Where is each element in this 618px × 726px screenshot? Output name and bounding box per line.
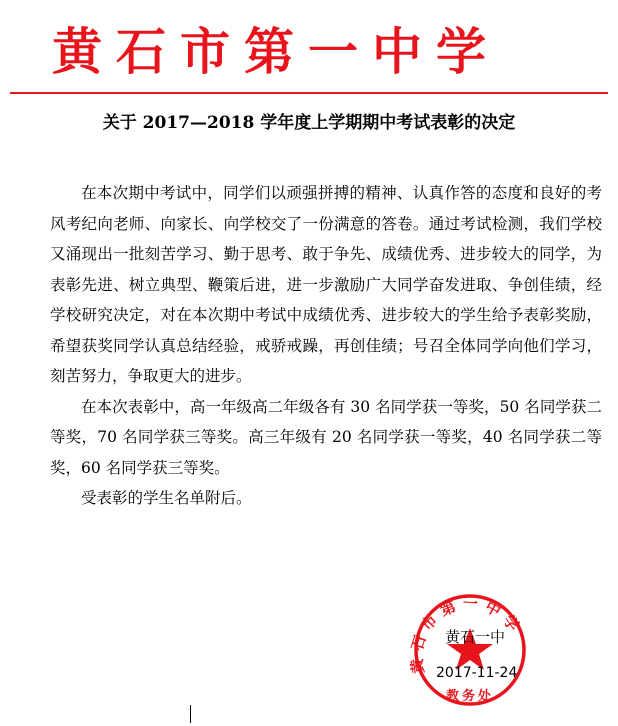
document-body xyxy=(50,178,602,514)
org-name-heading: 黄石市第一中学 xyxy=(52,22,500,81)
official-seal xyxy=(400,590,540,710)
body-paragraph: 受表彰的学生名单附后。 xyxy=(81,489,252,507)
body-paragraph: 在本次期中考试中，同学们以顽强拼搏的精神、认真作答的态度和良好的考风考纪向老师、向家长、向学校交了一份满意的答卷。通过考试检测，我们学校又涌现出一批刻苦学习、勤于思考、敢于争先、成绩优秀、进步较大的同学，为表彰先进、树立典型、鞭策后进，进一步激励广大同学奋发进取、争创佳绩，经学校研究决定，对在本次期中考试中成绩优秀、进步较大的学生给予表彰奖励，希望获奖同学认真总结经验，戒骄戒躁，再创佳绩；号召全体同学向他们学习，刻苦努力，争取更大的进步。 xyxy=(50,184,602,385)
letterhead-divider xyxy=(10,92,608,94)
seal-bottom-text: 教务处 xyxy=(445,689,495,704)
signature-org: 黄石一中 xyxy=(445,628,506,646)
letterhead xyxy=(0,8,618,81)
text-cursor xyxy=(190,705,191,723)
signature-date: 2017-11-24 xyxy=(436,665,518,681)
document-title: 关于 2017—2018 学年度上学期期中考试表彰的决定 xyxy=(102,113,516,133)
seal-arc-text: 黄石市第一中学 xyxy=(407,594,527,675)
body-paragraph: 在本次表彰中，高一年级高二年级各有 30 名同学获一等奖，50 名同学获二等奖，70 名同学获三等奖。高三年级有 20 名同学获一等奖，40 名同学获二等奖，60 名同学获三等奖。 xyxy=(50,397,602,477)
